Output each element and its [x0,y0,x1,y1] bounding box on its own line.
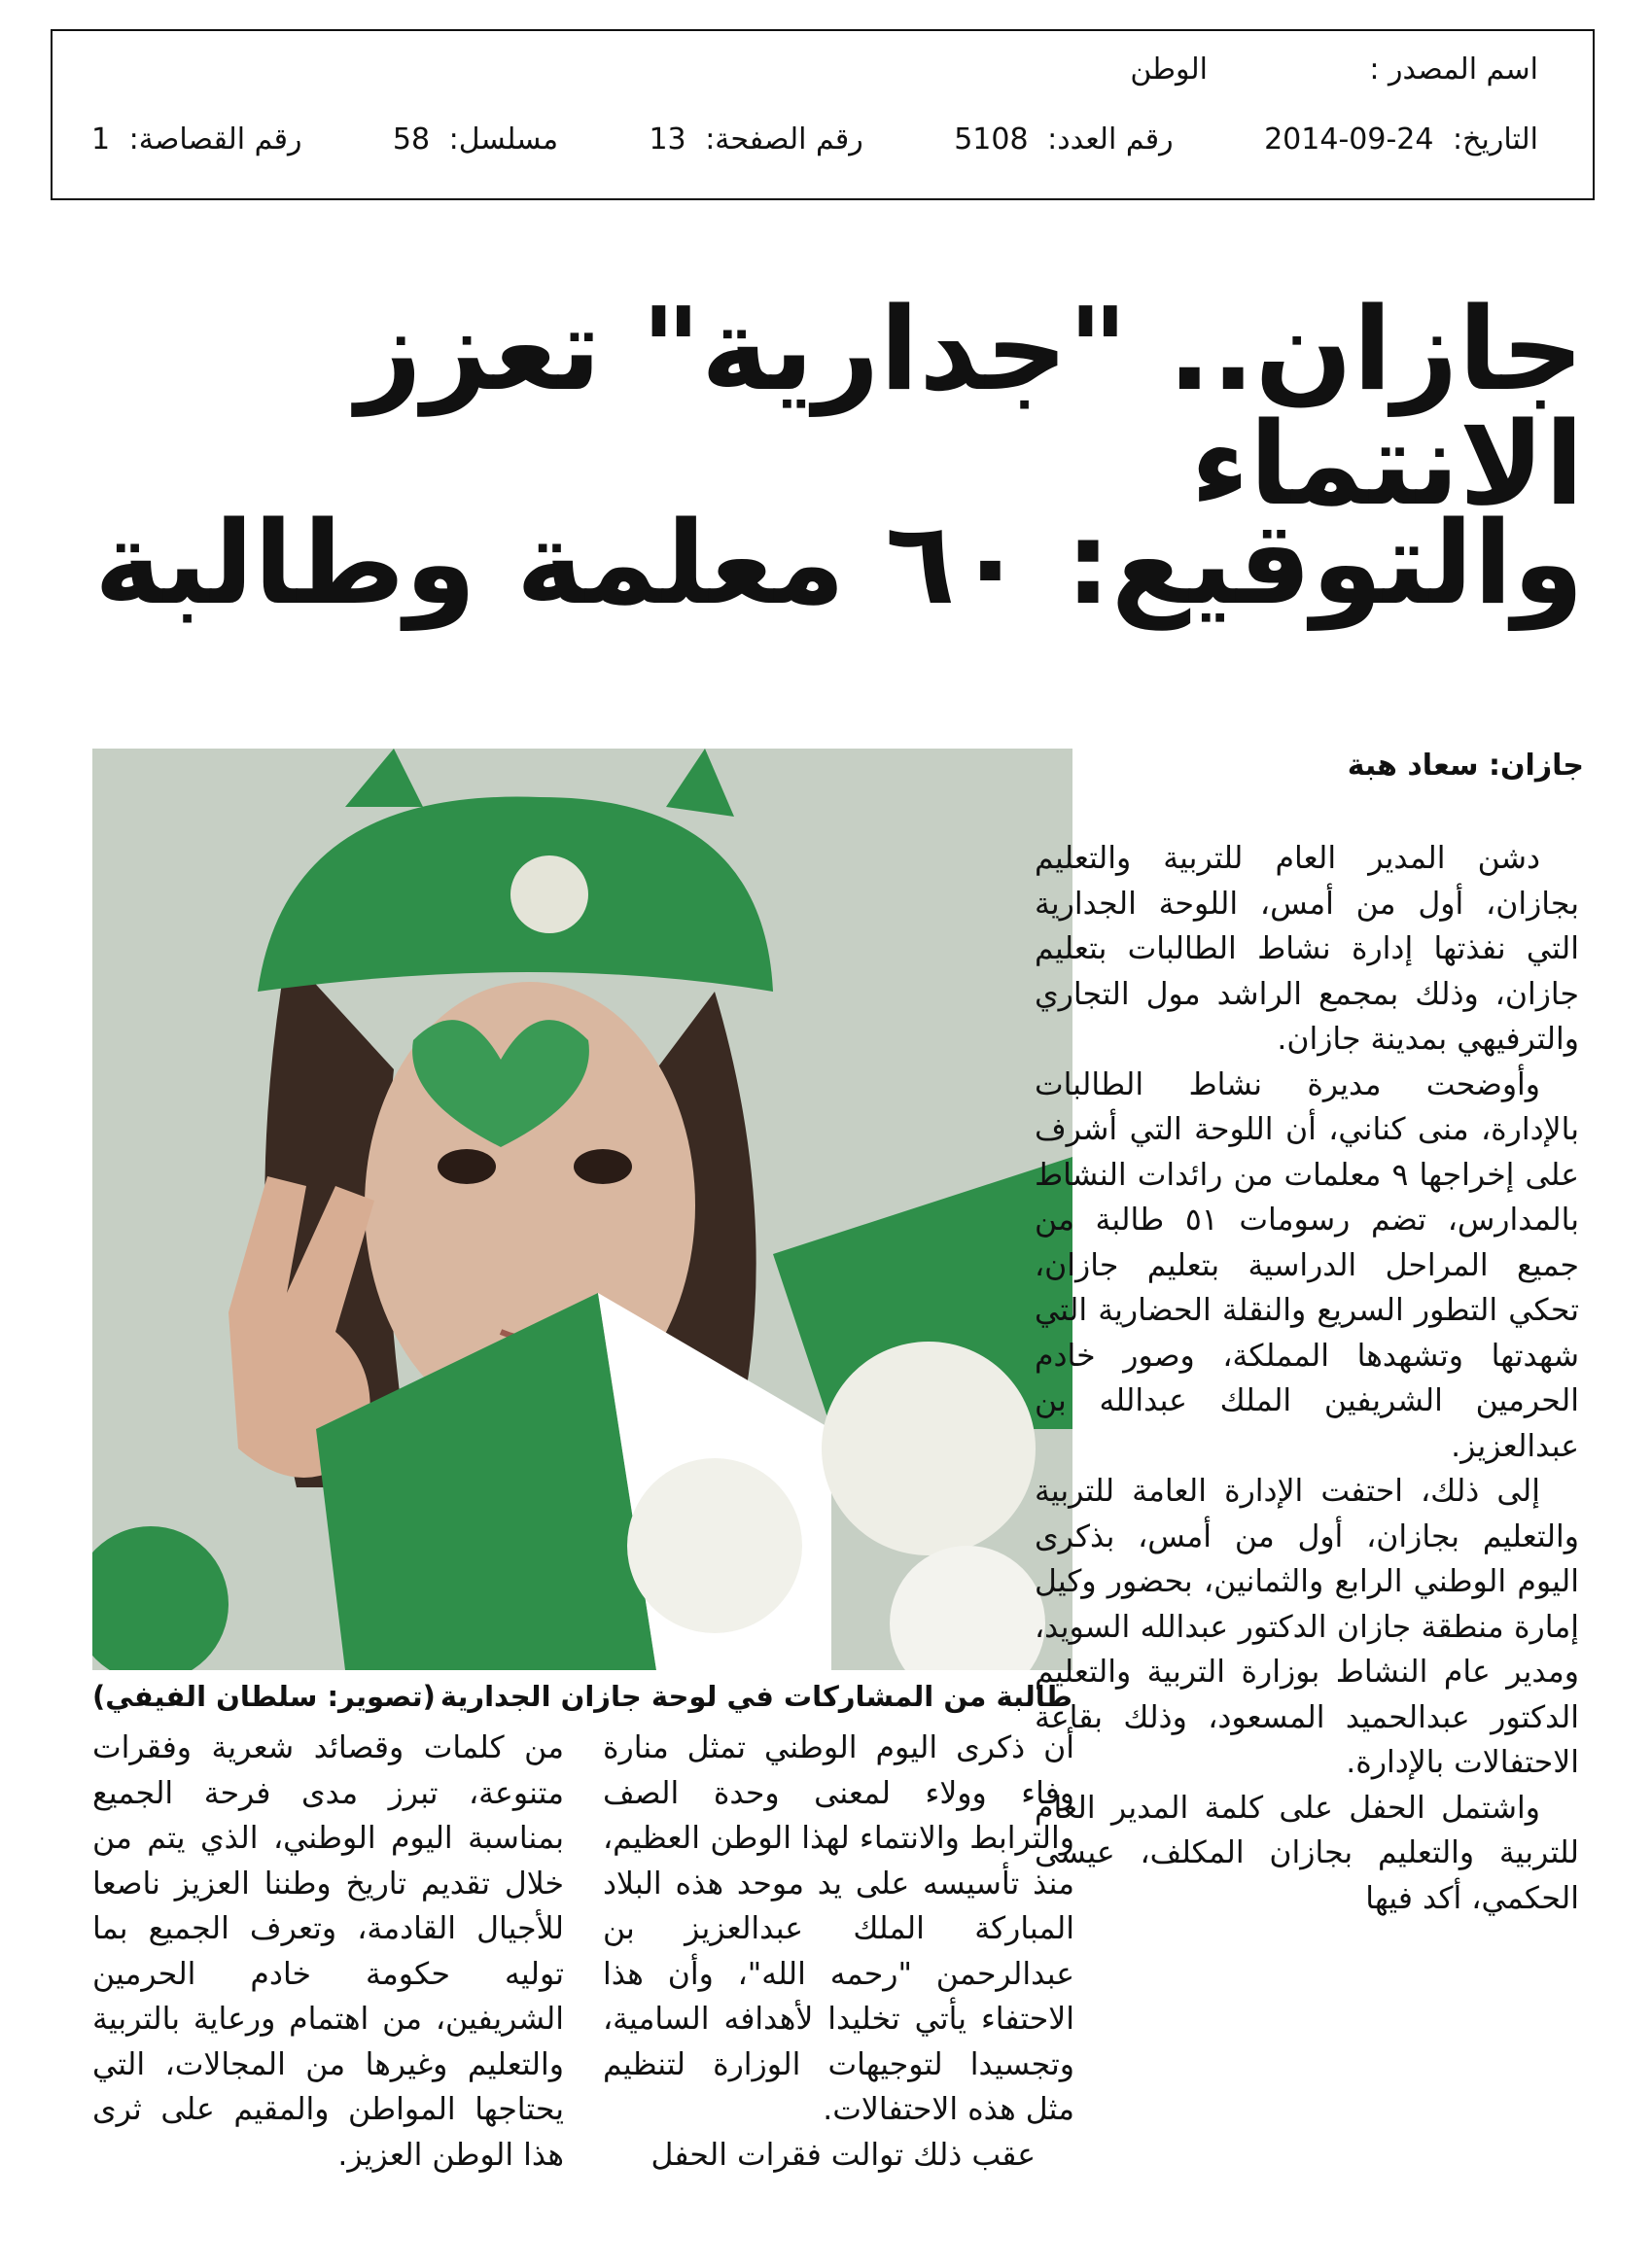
issue-label: رقم العدد: [1047,122,1174,157]
article-photo [92,749,1072,1670]
issue-pair [954,122,1173,157]
details-row [91,122,1538,157]
date-pair [1264,122,1538,157]
paragraph: عقب ذلك توالت فقرات الحفل [650,2137,1036,2173]
page-value: 13 [649,122,686,157]
source-value: الوطن [1130,52,1208,87]
issue-value: 5108 [954,122,1029,157]
photo-caption-bar [92,1680,1072,1719]
paragraph: أن ذكرى اليوم الوطني تمثل منارة وفاء وولاء لمعنى وحدة الصف والترابط والانتماء لهذا الوطن العظيم، منذ تأسيسه على يد موحد هذه البلاد المباركة الملك عبدالعزيز بن عبدالرحمن "رحمه الله"، وأن هذا الاحتفاء يأتي تخليدا لأهدافه السامية، وتجسيدا لتوجيهات الوزارة لتنظيم مثل هذه الاحتفالات. [603,1730,1074,2127]
metadata-box [51,29,1595,200]
article-column-left [92,1726,564,2241]
page-pair [649,122,862,157]
serial-label: مسلسل: [448,122,559,157]
clip-label: رقم القصاصة: [128,122,302,157]
headline-line-2: والتوقيع: ٦٠ معلمة وطالبة [93,496,1584,630]
paragraph: واشتمل الحفل على كلمة المدير العام للتربية والتعليم بجازان المكلف، عيسى الحكمي، أكد فيها [1035,1790,1579,1916]
article-column-right [1035,836,1579,2236]
source-label: اسم المصدر : [1369,52,1538,87]
source-row [1130,52,1538,87]
girl-with-flag-illustration [92,749,1072,1670]
photo-credit: (تصوير: سلطان الفيفي) [92,1680,436,1713]
page-label: رقم الصفحة: [705,122,863,157]
clip-value: 1 [91,122,111,157]
paragraph: وأوضحت مديرة نشاط الطالبات بالإدارة، منى كناني، أن اللوحة التي أشرف على إخراجها ٩ معلمات من رائدات النشاط بالمدارس، تضم رسومات ٥١ طالبة من جميع المراحل الدراسية بتعليم جازان، تحكي التطور السريع والنقلة الحضارية التي شهدتها وتشهدها المملكة، وصور خادم الحرمين الشريفين الملك عبدالله بن عبدالعزيز. [1035,1066,1579,1464]
article-column-middle [603,1726,1074,2241]
serial-value: 58 [392,122,431,157]
paragraph: من كلمات وقصائد شعرية وفقرات متنوعة، تبرز مدى فرحة الجميع بمناسبة اليوم الوطني، الذي يتم من خلال تقديم تاريخ وطننا العزيز ناصعا للأجيال القادمة، وتعرف الجميع بما توليه حكومة خادم الحرمين الشريفين، من اهتمام ورعاية بالتربية والتعليم وغيرها من المجالات، التي يحتاجها المواطن والمقيم على ثرى هذا الوطن العزيز. [92,1730,564,2173]
serial-pair [393,122,558,157]
date-label: التاريخ: [1453,122,1538,157]
date-value: 24-09-2014 [1264,122,1434,157]
clip-pair [91,122,301,157]
photo-caption: طالبة من المشاركات في لوحة جازان الجدارية [439,1680,1072,1713]
byline: جازان: سعاد هبة [1347,749,1584,783]
paragraph: إلى ذلك، احتفت الإدارة العامة للتربية والتعليم بجازان، أول من أمس، بذكرى اليوم الوطني الرابع والثمانين، بحضور وكيل إمارة منطقة جازان الدكتور عبدالله السويد، ومدير عام النشاط بوزارة التربية والتعليم الدكتور عبدالحميد المسعود، وذلك بقاعة الاحتفالات بالإدارة. [1035,1474,1579,1780]
paragraph: دشن المدير العام للتربية والتعليم بجازان، أول من أمس، اللوحة الجدارية التي نفذتها إدارة نشاط الطالبات بتعليم جازان، وذلك بمجمع الراشد مول التجاري والترفيهي بمدينة جازان. [1035,841,1579,1057]
headline-line-1: جازان.. "جدارية" تعزز الانتماء [356,282,1584,531]
